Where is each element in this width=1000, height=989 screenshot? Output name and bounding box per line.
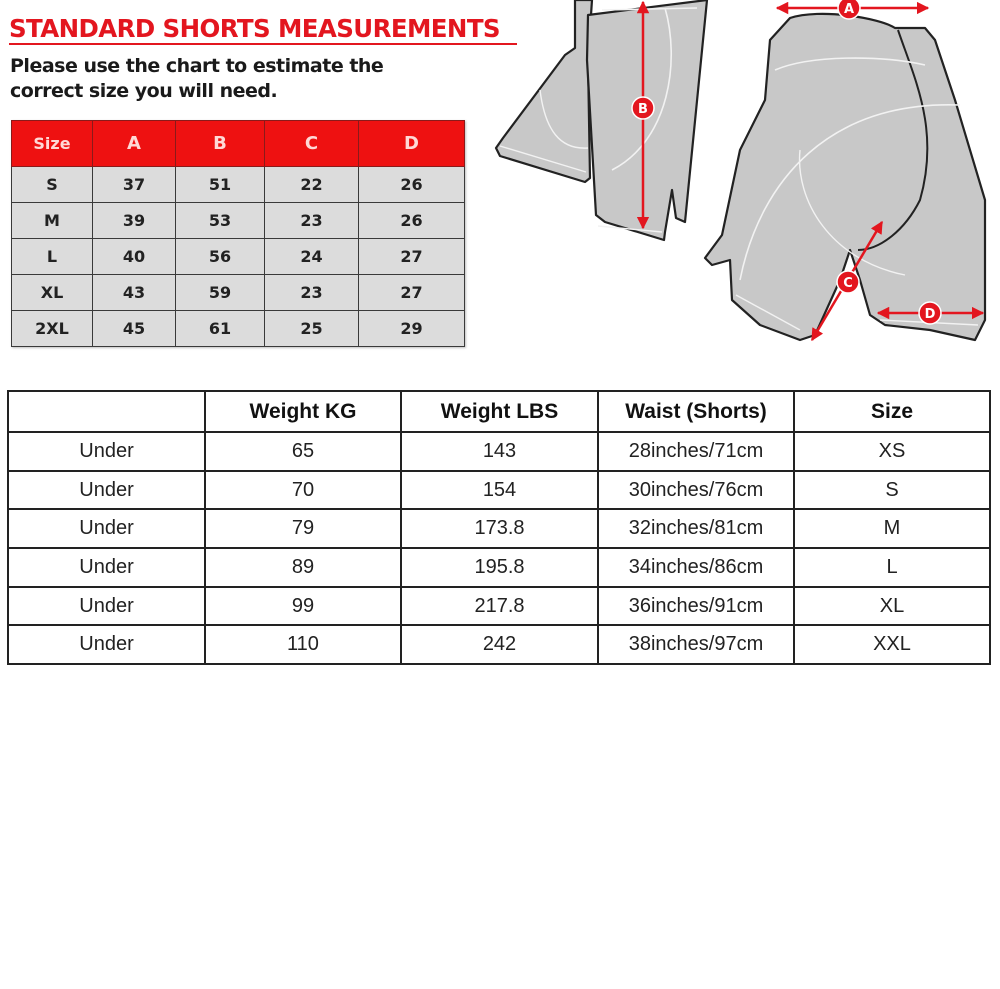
label-c-icon xyxy=(837,271,859,293)
cell-a: 39 xyxy=(93,203,176,239)
cell-b: 51 xyxy=(176,167,265,203)
cell-size: L xyxy=(12,239,93,275)
page-title: STANDARD SHORTS MEASUREMENTS xyxy=(9,14,500,43)
cell-size: XL xyxy=(12,275,93,311)
cell-waist: 38inches/97cm xyxy=(598,625,794,664)
size-by-weight-table xyxy=(7,390,991,665)
cell-b: 56 xyxy=(176,239,265,275)
cell-a: 37 xyxy=(93,167,176,203)
col-header-weight-kg: Weight KG xyxy=(205,391,401,432)
col-header-blank xyxy=(8,391,205,432)
cell-weight-lbs: 195.8 xyxy=(401,548,598,587)
label-a-icon xyxy=(838,0,860,19)
table-row xyxy=(12,275,465,311)
cell-size: L xyxy=(794,548,990,587)
cell-size: XL xyxy=(794,587,990,626)
label-d-icon xyxy=(919,302,941,324)
cell-waist: 36inches/91cm xyxy=(598,587,794,626)
cell-c: 25 xyxy=(265,311,359,347)
cell-size: M xyxy=(794,509,990,548)
cell-size: M xyxy=(12,203,93,239)
table-row xyxy=(12,167,465,203)
cell-qualifier: Under xyxy=(8,548,205,587)
cell-size: XS xyxy=(794,432,990,471)
table-row xyxy=(8,548,990,587)
cell-b: 61 xyxy=(176,311,265,347)
cell-qualifier: Under xyxy=(8,471,205,510)
table-row xyxy=(12,203,465,239)
cell-waist: 32inches/81cm xyxy=(598,509,794,548)
cell-d: 26 xyxy=(359,167,465,203)
cell-b: 53 xyxy=(176,203,265,239)
col-header-d: D xyxy=(359,121,465,167)
title-underline xyxy=(9,43,517,45)
table-row xyxy=(8,587,990,626)
cell-weight-kg: 65 xyxy=(205,432,401,471)
cell-d: 27 xyxy=(359,275,465,311)
table-row xyxy=(12,239,465,275)
cell-waist: 34inches/86cm xyxy=(598,548,794,587)
cell-weight-kg: 70 xyxy=(205,471,401,510)
shorts-diagram xyxy=(490,0,1000,360)
col-header-a: A xyxy=(93,121,176,167)
cell-size: 2XL xyxy=(12,311,93,347)
cell-waist: 30inches/76cm xyxy=(598,471,794,510)
cell-qualifier: Under xyxy=(8,587,205,626)
cell-size: S xyxy=(12,167,93,203)
svg-text:C: C xyxy=(843,276,853,291)
cell-b: 59 xyxy=(176,275,265,311)
cell-weight-lbs: 242 xyxy=(401,625,598,664)
instructions-text xyxy=(10,54,383,104)
col-header-c: C xyxy=(265,121,359,167)
cell-weight-lbs: 143 xyxy=(401,432,598,471)
svg-text:B: B xyxy=(638,102,648,117)
col-header-size: Size xyxy=(794,391,990,432)
cell-d: 27 xyxy=(359,239,465,275)
svg-text:A: A xyxy=(843,2,855,17)
cell-weight-lbs: 217.8 xyxy=(401,587,598,626)
cell-c: 23 xyxy=(265,275,359,311)
cell-size: XXL xyxy=(794,625,990,664)
col-header-waist: Waist (Shorts) xyxy=(598,391,794,432)
measurements-table xyxy=(11,120,465,347)
col-header-size: Size xyxy=(12,121,93,167)
cell-weight-kg: 99 xyxy=(205,587,401,626)
col-header-weight-lbs: Weight LBS xyxy=(401,391,598,432)
cell-qualifier: Under xyxy=(8,432,205,471)
instructions-line-2: correct size you will need. xyxy=(10,80,278,102)
label-b-icon xyxy=(632,97,654,119)
cell-size: S xyxy=(794,471,990,510)
cell-weight-kg: 110 xyxy=(205,625,401,664)
col-header-b: B xyxy=(176,121,265,167)
cell-a: 40 xyxy=(93,239,176,275)
table-row xyxy=(8,432,990,471)
cell-waist: 28inches/71cm xyxy=(598,432,794,471)
cell-a: 43 xyxy=(93,275,176,311)
cell-d: 26 xyxy=(359,203,465,239)
shorts-side-view xyxy=(496,0,707,240)
cell-weight-kg: 89 xyxy=(205,548,401,587)
cell-qualifier: Under xyxy=(8,625,205,664)
cell-weight-kg: 79 xyxy=(205,509,401,548)
table-row xyxy=(12,311,465,347)
table-row xyxy=(8,509,990,548)
cell-weight-lbs: 173.8 xyxy=(401,509,598,548)
cell-d: 29 xyxy=(359,311,465,347)
cell-weight-lbs: 154 xyxy=(401,471,598,510)
table-row xyxy=(8,471,990,510)
measurements-header-row xyxy=(12,121,465,167)
instructions-line-1: Please use the chart to estimate the xyxy=(10,55,384,77)
cell-a: 45 xyxy=(93,311,176,347)
size-table-header-row xyxy=(8,391,990,432)
table-row xyxy=(8,625,990,664)
cell-c: 22 xyxy=(265,167,359,203)
cell-c: 24 xyxy=(265,239,359,275)
cell-qualifier: Under xyxy=(8,509,205,548)
cell-c: 23 xyxy=(265,203,359,239)
svg-text:D: D xyxy=(924,307,936,322)
